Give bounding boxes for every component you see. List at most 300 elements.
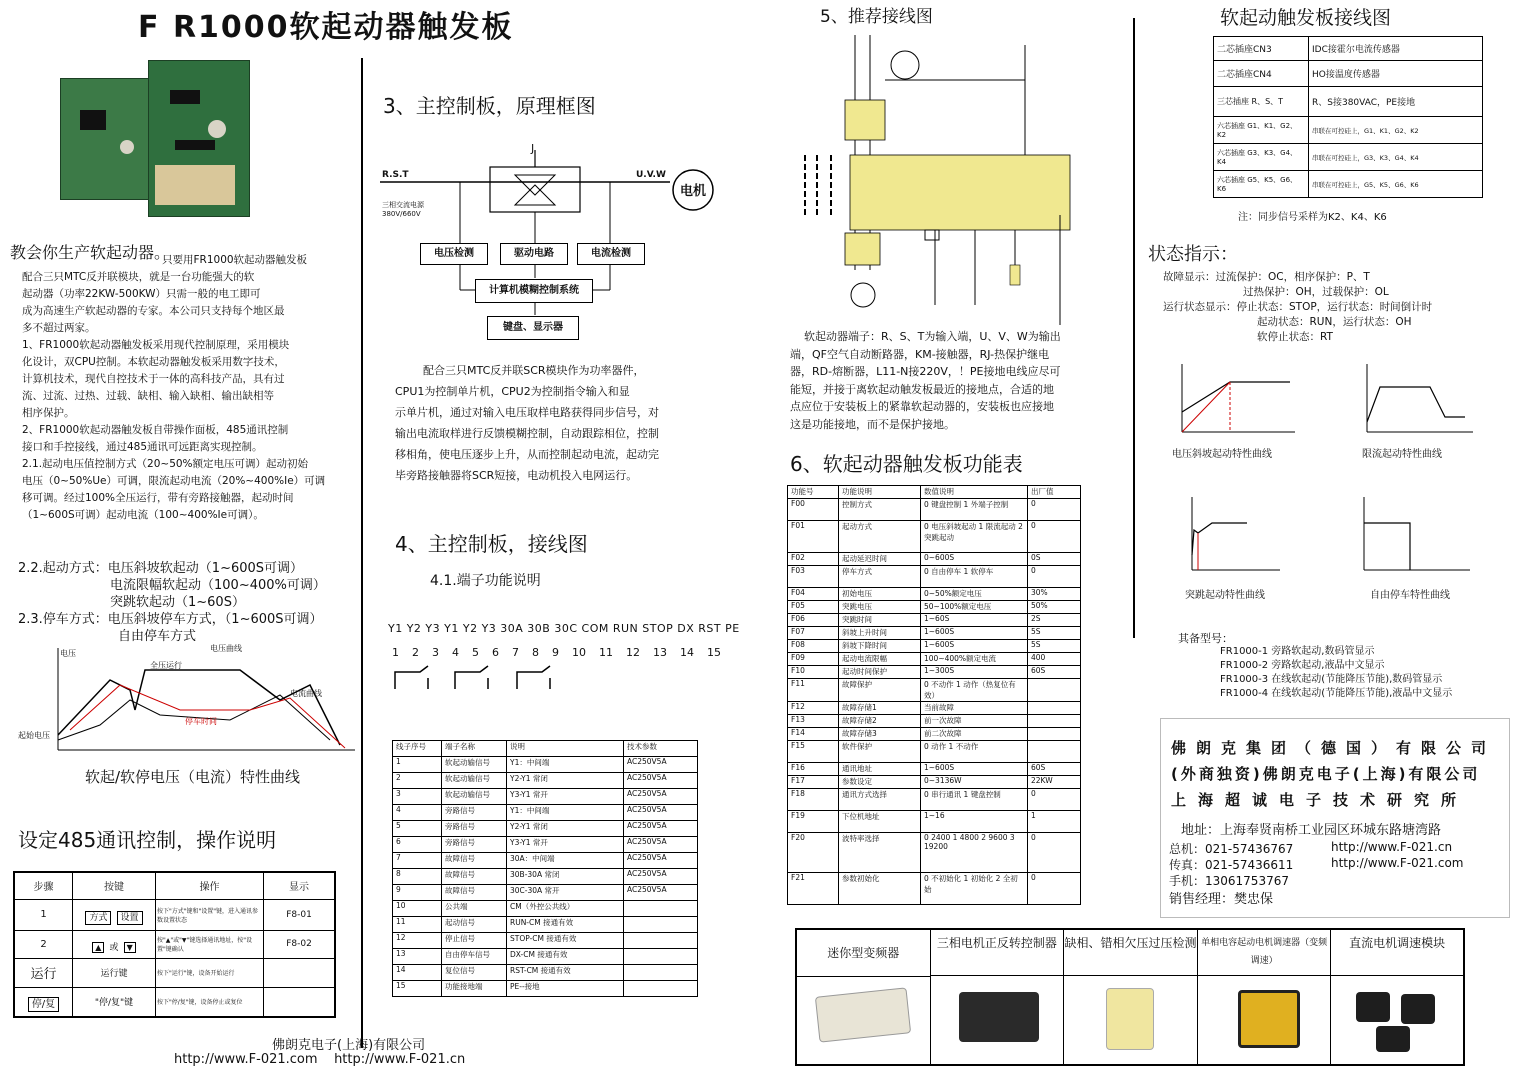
function-header: 出厂值 xyxy=(1028,486,1081,499)
terminal-cell: 9 xyxy=(393,885,442,901)
motor-label: 电机 xyxy=(680,184,707,199)
terminal-number: 14 xyxy=(680,646,694,659)
function-cell: 1~600S xyxy=(921,763,1028,776)
function-cell: 100~400%额定电流 xyxy=(921,653,1028,666)
function-cell: 50~100%额定电压 xyxy=(921,601,1028,614)
function-cell: 初始电压 xyxy=(839,588,921,601)
terminal-cell xyxy=(624,901,698,917)
terminal-cell: 旁路信号 xyxy=(442,837,507,853)
terminal-header: 说明 xyxy=(507,741,624,757)
relay-symbols xyxy=(390,664,570,694)
function-cell: 0 xyxy=(1028,499,1081,521)
section5-heading: 5、推荐接线图 xyxy=(820,7,933,27)
rs485-op: 按"▲"或"▼"键选择通讯地址，按"设置"键确认 xyxy=(156,930,264,958)
free-stop-chart xyxy=(1352,495,1472,585)
company-url[interactable]: http://www.F-021.com xyxy=(1331,856,1464,870)
rs485-step: 2 xyxy=(14,930,73,958)
wiring-cell: 六芯插座 G3、K3、G4、K4 xyxy=(1214,144,1309,171)
desc-line: 点应位于安装板上的紧靠软起动器的，安装板也应接地 xyxy=(790,400,1054,413)
wiring-cell: 六芯插座 G5、K5、G6、K6 xyxy=(1214,171,1309,198)
function-cell: 5S xyxy=(1028,640,1081,653)
function-cell xyxy=(1028,715,1081,728)
terminal-cell: STOP-CM 接通有效 xyxy=(507,933,624,949)
product-card xyxy=(1198,930,1332,1064)
model-line: FR1000-1 旁路软起动,数码管显示 xyxy=(1220,646,1375,657)
function-cell: 0 动作 1 不动作 xyxy=(921,741,1028,763)
wiring-cell: IDC接霍尔电流传感器 xyxy=(1309,37,1483,61)
intro-line: 相序保护。 xyxy=(22,407,75,419)
kick-start-chart xyxy=(1172,495,1282,585)
rs485-heading: 设定485通讯控制，操作说明 xyxy=(18,828,277,852)
terminal-cell xyxy=(624,981,698,997)
model-line: FR1000-3 在线软起动(节能降压节能),数码管显示 xyxy=(1220,674,1443,685)
intro-line: （1~600S可调）起动电流（100~400%Ie可调）。 xyxy=(22,509,264,521)
terminal-cell: 14 xyxy=(393,965,442,981)
wiring-note: 注：同步信号采样为K2、K4、K6 xyxy=(1238,212,1387,223)
terminal-cell: AC250V5A xyxy=(624,757,698,773)
function-cell: 1~16 xyxy=(921,811,1028,833)
function-cell: 参数初始化 xyxy=(839,873,921,905)
terminal-cell: 旁路信号 xyxy=(442,821,507,837)
terminal-cell: 自由停车信号 xyxy=(442,949,507,965)
supply-label: 三相交流电源 380V/660V xyxy=(382,201,424,218)
wiring-cell: 串联在可控硅上，G5、K5、G6、K6 xyxy=(1309,171,1483,198)
uvw-label: U.V.W xyxy=(636,170,666,180)
terminal-cell: CM（外控公共线） xyxy=(507,901,624,917)
rs485-display xyxy=(264,958,336,987)
terminal-cell: Y1：中间端 xyxy=(507,757,624,773)
curve-label: 电流曲线 xyxy=(290,689,322,698)
terminal-cell: Y3-Y1 常开 xyxy=(507,789,624,805)
desc-line: 移相角，使电压逐步上升，从而控制起动电流，起动完 xyxy=(395,448,659,461)
or-text: 或 xyxy=(109,942,119,953)
j-label: J xyxy=(531,142,535,155)
product-label: 直流电机调速模块 xyxy=(1331,930,1463,976)
terminal-cell: 复位信号 xyxy=(442,965,507,981)
chart-caption: 自由停车特性曲线 xyxy=(1370,590,1450,601)
rs485-step: 1 xyxy=(14,899,73,930)
function-cell: 前二次故障 xyxy=(921,728,1028,741)
controller-photo xyxy=(959,992,1039,1042)
company-url[interactable]: http://www.F-021.cn xyxy=(1331,840,1453,854)
intro-heading: 教会你生产软起动器。 xyxy=(10,243,171,262)
intro-line: 起动器（功率22KW-500KW）只需一般的电工即可 xyxy=(22,288,261,300)
terminal-number: 5 xyxy=(472,646,479,659)
function-cell: 通讯方式选择 xyxy=(839,789,921,811)
company-name: (外商独资)佛朗克电子(上海)有限公司 xyxy=(1171,765,1481,783)
terminal-cell xyxy=(624,965,698,981)
voltage-ramp-chart xyxy=(1170,362,1300,442)
terminal-cell: 故障信号 xyxy=(442,885,507,901)
stop-reset-key-button[interactable]: 停/复 xyxy=(28,997,59,1012)
function-cell: 通讯地址 xyxy=(839,763,921,776)
function-table xyxy=(787,485,1081,905)
section6-heading: 6、软起动器触发板功能表 xyxy=(790,452,1023,476)
product-label: 单相电容起动电机调速器（变频调速） xyxy=(1198,930,1331,976)
function-cell: 0 不动作 1 动作（热复位有效） xyxy=(921,679,1028,702)
dc-module-photo xyxy=(1356,992,1390,1022)
curve-label: 全压运行 xyxy=(150,661,182,670)
terminal-cell: AC250V5A xyxy=(624,869,698,885)
model-line: FR1000-2 旁路软起动,液晶中文显示 xyxy=(1220,660,1385,671)
function-cell: 0 键盘控制 1 外端子控制 xyxy=(921,499,1028,521)
desc-line: 示单片机，通过对输入电压取样电路获得同步信号，对 xyxy=(395,406,659,419)
terminal-number: 3 xyxy=(432,646,439,659)
function-cell: F21 xyxy=(788,873,839,905)
function-cell: F07 xyxy=(788,627,839,640)
function-cell: 0S xyxy=(1028,553,1081,566)
terminal-cell: RUN-CM 接通有效 xyxy=(507,917,624,933)
desc-line: 器，RD-熔断器，L11-N接220V，！PE接地电线应尽可 xyxy=(790,365,1061,378)
terminal-cell: 6 xyxy=(393,837,442,853)
function-cell: F12 xyxy=(788,702,839,715)
function-cell: 控制方式 xyxy=(839,499,921,521)
terminal-cell: AC250V5A xyxy=(624,789,698,805)
mode-line: 突跳软起动（1~60S） xyxy=(110,595,245,610)
function-cell: 60S xyxy=(1028,666,1081,679)
dc-module-photo xyxy=(1376,1026,1410,1052)
rs485-keys xyxy=(73,899,156,930)
company-name: 上海超诚电子技术研究所 xyxy=(1171,791,1469,809)
intro-line: 多不超过两家。 xyxy=(22,322,96,334)
function-cell: 0 串行通讯 1 键盘控制 xyxy=(921,789,1028,811)
mode-key-button[interactable]: 方式 xyxy=(85,911,111,925)
function-cell: F00 xyxy=(788,499,839,521)
rs485-op: 按下"方式"键和"设置"键，进入通讯参数设置状态 xyxy=(156,899,264,930)
run-key-label[interactable]: 运行键 xyxy=(73,958,156,987)
wiring-cell: 二芯插座CN3 xyxy=(1214,37,1309,61)
function-cell: 起动电流限幅 xyxy=(839,653,921,666)
function-cell: 突跳电压 xyxy=(839,601,921,614)
function-cell: F01 xyxy=(788,521,839,553)
company-mobile: 手机：13061753767 xyxy=(1169,874,1289,888)
intro-line: 移可调。经过100%全压运行，带有旁路接触器，起动时间 xyxy=(22,492,294,504)
terminal-cell: 8 xyxy=(393,869,442,885)
function-cell: 故障存储3 xyxy=(839,728,921,741)
company-address: 地址：上海奉贤南桥工业园区环城东路塘湾路 xyxy=(1181,823,1442,838)
wiring-heading: 软起动触发板接线图 xyxy=(1220,7,1392,29)
wiring-cell: 三芯插座 R、S、T xyxy=(1214,87,1309,117)
function-cell: 下位机地址 xyxy=(839,811,921,833)
terminal-codes: Y1 Y2 Y3 Y1 Y2 Y3 30A 30B 30C COM RUN STOP DX RST PE xyxy=(388,622,740,635)
mode-line: 2.2.起动方式：电压斜坡软起动（1~600S可调） xyxy=(18,561,304,576)
terminal-cell: AC250V5A xyxy=(624,885,698,901)
wiring-table xyxy=(1213,36,1483,198)
intro-line: 只要用FR1000软起动器触发板 xyxy=(162,254,308,266)
chart-caption: 突跳起动特性曲线 xyxy=(1185,590,1265,601)
rs485-keys xyxy=(73,930,156,958)
terminal-cell: 11 xyxy=(393,917,442,933)
terminal-cell: AC250V5A xyxy=(624,853,698,869)
pcb-photo xyxy=(60,60,250,220)
status-text xyxy=(1163,270,1432,345)
terminal-cell xyxy=(624,933,698,949)
curve-label: 停车时间 xyxy=(185,717,217,726)
terminal-cell: 功能接地端 xyxy=(442,981,507,997)
terminal-cell: 3 xyxy=(393,789,442,805)
terminal-cell: AC250V5A xyxy=(624,821,698,837)
terminal-number: 6 xyxy=(492,646,499,659)
phase-detector-photo xyxy=(1106,988,1154,1050)
company-phone: 总机：021-57436767 xyxy=(1169,842,1294,856)
terminal-cell: 1 xyxy=(393,757,442,773)
terminal-number: 7 xyxy=(512,646,519,659)
chart-caption: 限流起动特性曲线 xyxy=(1362,449,1442,460)
up-key-button[interactable]: ▲ xyxy=(92,942,104,953)
function-cell xyxy=(1028,702,1081,715)
terminal-number: 11 xyxy=(599,646,613,659)
product-label: 三相电机正反转控制器 xyxy=(931,930,1064,976)
function-cell: F19 xyxy=(788,811,839,833)
stop-reset-step xyxy=(14,987,73,1017)
company-manager: 销售经理：樊忠保 xyxy=(1169,892,1274,907)
terminal-cell: 公共端 xyxy=(442,901,507,917)
terminal-cell: 旁路信号 xyxy=(442,805,507,821)
fuzzy-control-box: 计算机模糊控制系统 xyxy=(475,279,593,303)
terminal-cell: 起动信号 xyxy=(442,917,507,933)
function-cell: F09 xyxy=(788,653,839,666)
terminal-cell: 7 xyxy=(393,853,442,869)
wiring-cell: 六芯插座 G1、K1、G2、K2 xyxy=(1214,117,1309,144)
function-cell: 突跳时间 xyxy=(839,614,921,627)
desc-line: CPU1为控制单片机，CPU2为控制指令输入和显 xyxy=(395,385,630,398)
footer-urls: http://www.F-021.com http://www.F-021.cn xyxy=(174,1052,466,1067)
product-label: 迷你型变频器 xyxy=(797,930,930,977)
function-cell: F02 xyxy=(788,553,839,566)
function-cell: F11 xyxy=(788,679,839,702)
intro-line: 接口和手控接线，通过485通讯可远距离实现控制。 xyxy=(22,441,263,453)
product-card xyxy=(1331,930,1463,1064)
rs485-op: 按下"停/复"键，设备停止或复位 xyxy=(156,987,264,1017)
intro-line: 1、FR1000软起动器触发板采用现代控制原理，采用模块 xyxy=(22,339,290,351)
function-cell xyxy=(1028,728,1081,741)
status-line: 软停止状态：RT xyxy=(1257,331,1333,343)
function-cell: F06 xyxy=(788,614,839,627)
function-cell: 故障存储1 xyxy=(839,702,921,715)
intro-line: 流、过流、过热、过载、缺相、输入缺相、输出缺相等 xyxy=(22,390,274,402)
column-divider xyxy=(1133,18,1135,638)
terminal-cell: AC250V5A xyxy=(624,837,698,853)
company-box xyxy=(1160,718,1510,918)
terminal-cell: 软起动输信号 xyxy=(442,773,507,789)
function-cell: 2S xyxy=(1028,614,1081,627)
down-key-button[interactable]: ▼ xyxy=(124,942,136,953)
function-cell: 60S xyxy=(1028,763,1081,776)
column-divider xyxy=(361,58,363,1048)
rs485-table xyxy=(13,871,336,1018)
terminal-number: 10 xyxy=(572,646,586,659)
wiring-diagram xyxy=(795,25,1095,325)
desc-line: 这是功能接地，而不是保护接地。 xyxy=(790,417,955,431)
function-cell: 起动延迟时间 xyxy=(839,553,921,566)
status-line: 故障显示：过流保护：OC，相序保护：P、T xyxy=(1163,271,1370,283)
terminal-cell: 故障信号 xyxy=(442,853,507,869)
function-cell: F04 xyxy=(788,588,839,601)
desc-line: 输出电流取样进行反馈模糊控制，自动跟踪相位，控制 xyxy=(395,427,659,440)
models-list xyxy=(1220,645,1452,701)
wiring-cell: 二芯插座CN4 xyxy=(1214,61,1309,87)
current-limit-chart xyxy=(1355,362,1475,442)
function-cell: 0 不初始化 1 初始化 2 全初始 xyxy=(921,873,1028,905)
function-cell: 参数设定 xyxy=(839,776,921,789)
current-detect-box: 电流检测 xyxy=(577,243,645,265)
chart-caption: 电压斜坡起动特性曲线 xyxy=(1172,449,1272,460)
terminal-number: 8 xyxy=(532,646,539,659)
intro-line: 2.1.起动电压值控制方式（20~50%额定电压可调）起动初始 xyxy=(22,458,309,470)
drive-circuit-box: 驱动电路 xyxy=(500,243,568,265)
terminal-cell: 10 xyxy=(393,901,442,917)
function-cell: 0~3136W xyxy=(921,776,1028,789)
function-cell: F05 xyxy=(788,601,839,614)
rs485-header: 按键 xyxy=(73,872,156,899)
voltage-detect-box: 电压检测 xyxy=(420,243,488,265)
rs485-step: 运行 xyxy=(14,958,73,987)
section5-desc xyxy=(790,328,1090,433)
set-key-button[interactable]: 设置 xyxy=(117,911,143,925)
function-cell: 30% xyxy=(1028,588,1081,601)
function-cell: 起动时间保护 xyxy=(839,666,921,679)
mode-line: 电流限幅软起动（100~400%可调） xyxy=(110,578,326,593)
function-cell: F20 xyxy=(788,833,839,873)
section4-sub: 4.1.端子功能说明 xyxy=(430,573,541,589)
function-cell: 斜坡上升时间 xyxy=(839,627,921,640)
terminal-cell xyxy=(624,917,698,933)
speed-controller-photo xyxy=(1238,990,1300,1048)
curve-label: 电压曲线 xyxy=(210,644,242,653)
function-cell: 故障存储2 xyxy=(839,715,921,728)
wiring-cell: 串联在可控硅上，G1、K1、G2、K2 xyxy=(1309,117,1483,144)
terminal-number: 2 xyxy=(412,646,419,659)
terminal-cell: 12 xyxy=(393,933,442,949)
mode-line: 自由停车方式 xyxy=(118,629,197,644)
wiring-cell: R、S接380VAC，PE接地 xyxy=(1309,87,1483,117)
function-cell: 1~300S xyxy=(921,666,1028,679)
stop-reset-key-label: "停/复"键 xyxy=(73,987,156,1017)
terminal-cell xyxy=(624,949,698,965)
function-header: 功能号 xyxy=(788,486,839,499)
function-cell: 当前故障 xyxy=(921,702,1028,715)
status-heading: 状态指示： xyxy=(1148,244,1238,265)
products-strip xyxy=(795,928,1465,1066)
function-cell: 0 xyxy=(1028,566,1081,588)
intro-text xyxy=(22,252,352,524)
function-cell: 50% xyxy=(1028,601,1081,614)
terminal-numbers xyxy=(392,646,721,659)
function-cell: 软件保护 xyxy=(839,741,921,763)
terminal-cell: 13 xyxy=(393,949,442,965)
wiring-cell: HO接温度传感器 xyxy=(1309,61,1483,87)
curve-label: 起始电压 xyxy=(18,731,50,740)
function-cell: F17 xyxy=(788,776,839,789)
function-cell: F13 xyxy=(788,715,839,728)
mode-line: 2.3.停车方式：电压斜坡停车方式，（1~600S可调） xyxy=(18,612,323,627)
status-line: 起动状态：RUN，运行状态：OH xyxy=(1257,316,1412,328)
desc-line: 软起动器端子：R、S、T为输入端，U、V、W为输出 xyxy=(804,330,1061,343)
curve-label: 电压 xyxy=(60,649,76,658)
section4-heading: 4、主控制板，接线图 xyxy=(395,532,588,556)
function-cell: F16 xyxy=(788,763,839,776)
footer-company: 佛朗克电子(上海)有限公司 xyxy=(272,1038,426,1053)
terminal-number: 4 xyxy=(452,646,459,659)
terminal-cell: Y1：中间端 xyxy=(507,805,624,821)
function-cell: F10 xyxy=(788,666,839,679)
desc-line: 能短，并接于离软起动触发板最近的接地点，合适的地 xyxy=(790,382,1054,396)
product-card xyxy=(1064,930,1198,1064)
rs485-display: F8-01 xyxy=(264,899,336,930)
terminal-header: 线子序号 xyxy=(393,741,442,757)
function-cell: F08 xyxy=(788,640,839,653)
start-modes xyxy=(18,560,358,645)
function-cell: F03 xyxy=(788,566,839,588)
terminal-cell: AC250V5A xyxy=(624,773,698,789)
function-cell: 0 xyxy=(1028,873,1081,905)
function-cell: F14 xyxy=(788,728,839,741)
terminal-number: 13 xyxy=(653,646,667,659)
inverter-photo xyxy=(815,987,911,1042)
terminal-number: 9 xyxy=(552,646,559,659)
terminal-cell: 5 xyxy=(393,821,442,837)
function-cell: 停车方式 xyxy=(839,566,921,588)
intro-line: 化设计，双CPU控制。本软起动器触发板采用数字技术， xyxy=(22,356,285,368)
function-cell: 波特率选择 xyxy=(839,833,921,873)
terminal-cell: 故障信号 xyxy=(442,869,507,885)
terminal-cell: AC250V5A xyxy=(624,805,698,821)
rs485-display xyxy=(264,987,336,1017)
terminal-cell: DX-CM 接通有效 xyxy=(507,949,624,965)
function-header: 功能说明 xyxy=(839,486,921,499)
curve-caption: 软起/软停电压（电流）特性曲线 xyxy=(85,768,301,786)
terminal-cell: 停止信号 xyxy=(442,933,507,949)
function-cell: 0 自由停车 1 软停车 xyxy=(921,566,1028,588)
function-cell: 0~50%额定电压 xyxy=(921,588,1028,601)
function-cell: F15 xyxy=(788,741,839,763)
terminal-header: 端子名称 xyxy=(442,741,507,757)
function-cell: 400 xyxy=(1028,653,1081,666)
section3-heading: 3、主控制板，原理框图 xyxy=(383,94,596,118)
rs485-header: 显示 xyxy=(264,872,336,899)
status-line: 运行状态显示：停止状态：STOP，运行状态：时间倒计时 xyxy=(1163,301,1433,313)
function-cell: 0 2400 1 4800 2 9600 3 19200 xyxy=(921,833,1028,873)
desc-line: 毕旁路接触器将SCR短接，电动机投入电网运行。 xyxy=(395,469,638,482)
wiring-cell: 串联在可控硅上，G3、K3、G4、K4 xyxy=(1309,144,1483,171)
page-title: F R1000软起动器触发板 xyxy=(138,10,514,45)
function-cell: 0 xyxy=(1028,833,1081,873)
function-cell: 1~600S xyxy=(921,640,1028,653)
terminal-header: 技术参数 xyxy=(624,741,698,757)
intro-line: 计算机技术，现代自控技术于一体的高科技产品，具有过 xyxy=(22,373,285,385)
status-line: 过热保护：OH，过载保护：OL xyxy=(1243,286,1389,298)
function-cell: 1 xyxy=(1028,811,1081,833)
function-cell: 0 xyxy=(1028,789,1081,811)
function-header: 数值说明 xyxy=(921,486,1028,499)
terminal-cell: 30C-30A 常开 xyxy=(507,885,624,901)
function-cell: 1~600S xyxy=(921,627,1028,640)
terminal-cell: Y2-Y1 常闭 xyxy=(507,773,624,789)
terminal-table xyxy=(392,740,698,997)
terminal-cell: 软起动输信号 xyxy=(442,757,507,773)
product-label: 缺相、错相欠压过压检测 xyxy=(1064,930,1197,976)
company-fax: 传真：021-57436611 xyxy=(1169,858,1294,872)
intro-line: 电压（0~50%Ue）可调，限流起动电流（20%~400%Ie）可调 xyxy=(22,475,326,487)
function-cell: 前一次故障 xyxy=(921,715,1028,728)
function-cell: 22KW xyxy=(1028,776,1081,789)
terminal-cell: 30A：中间端 xyxy=(507,853,624,869)
terminal-number: 15 xyxy=(707,646,721,659)
function-cell: 0 xyxy=(1028,521,1081,553)
models-heading: 其备型号： xyxy=(1178,632,1233,645)
rs485-display: F8-02 xyxy=(264,930,336,958)
intro-line: 成为高速生产软起动器的专家。本公司只支持每个地区最 xyxy=(22,305,285,317)
